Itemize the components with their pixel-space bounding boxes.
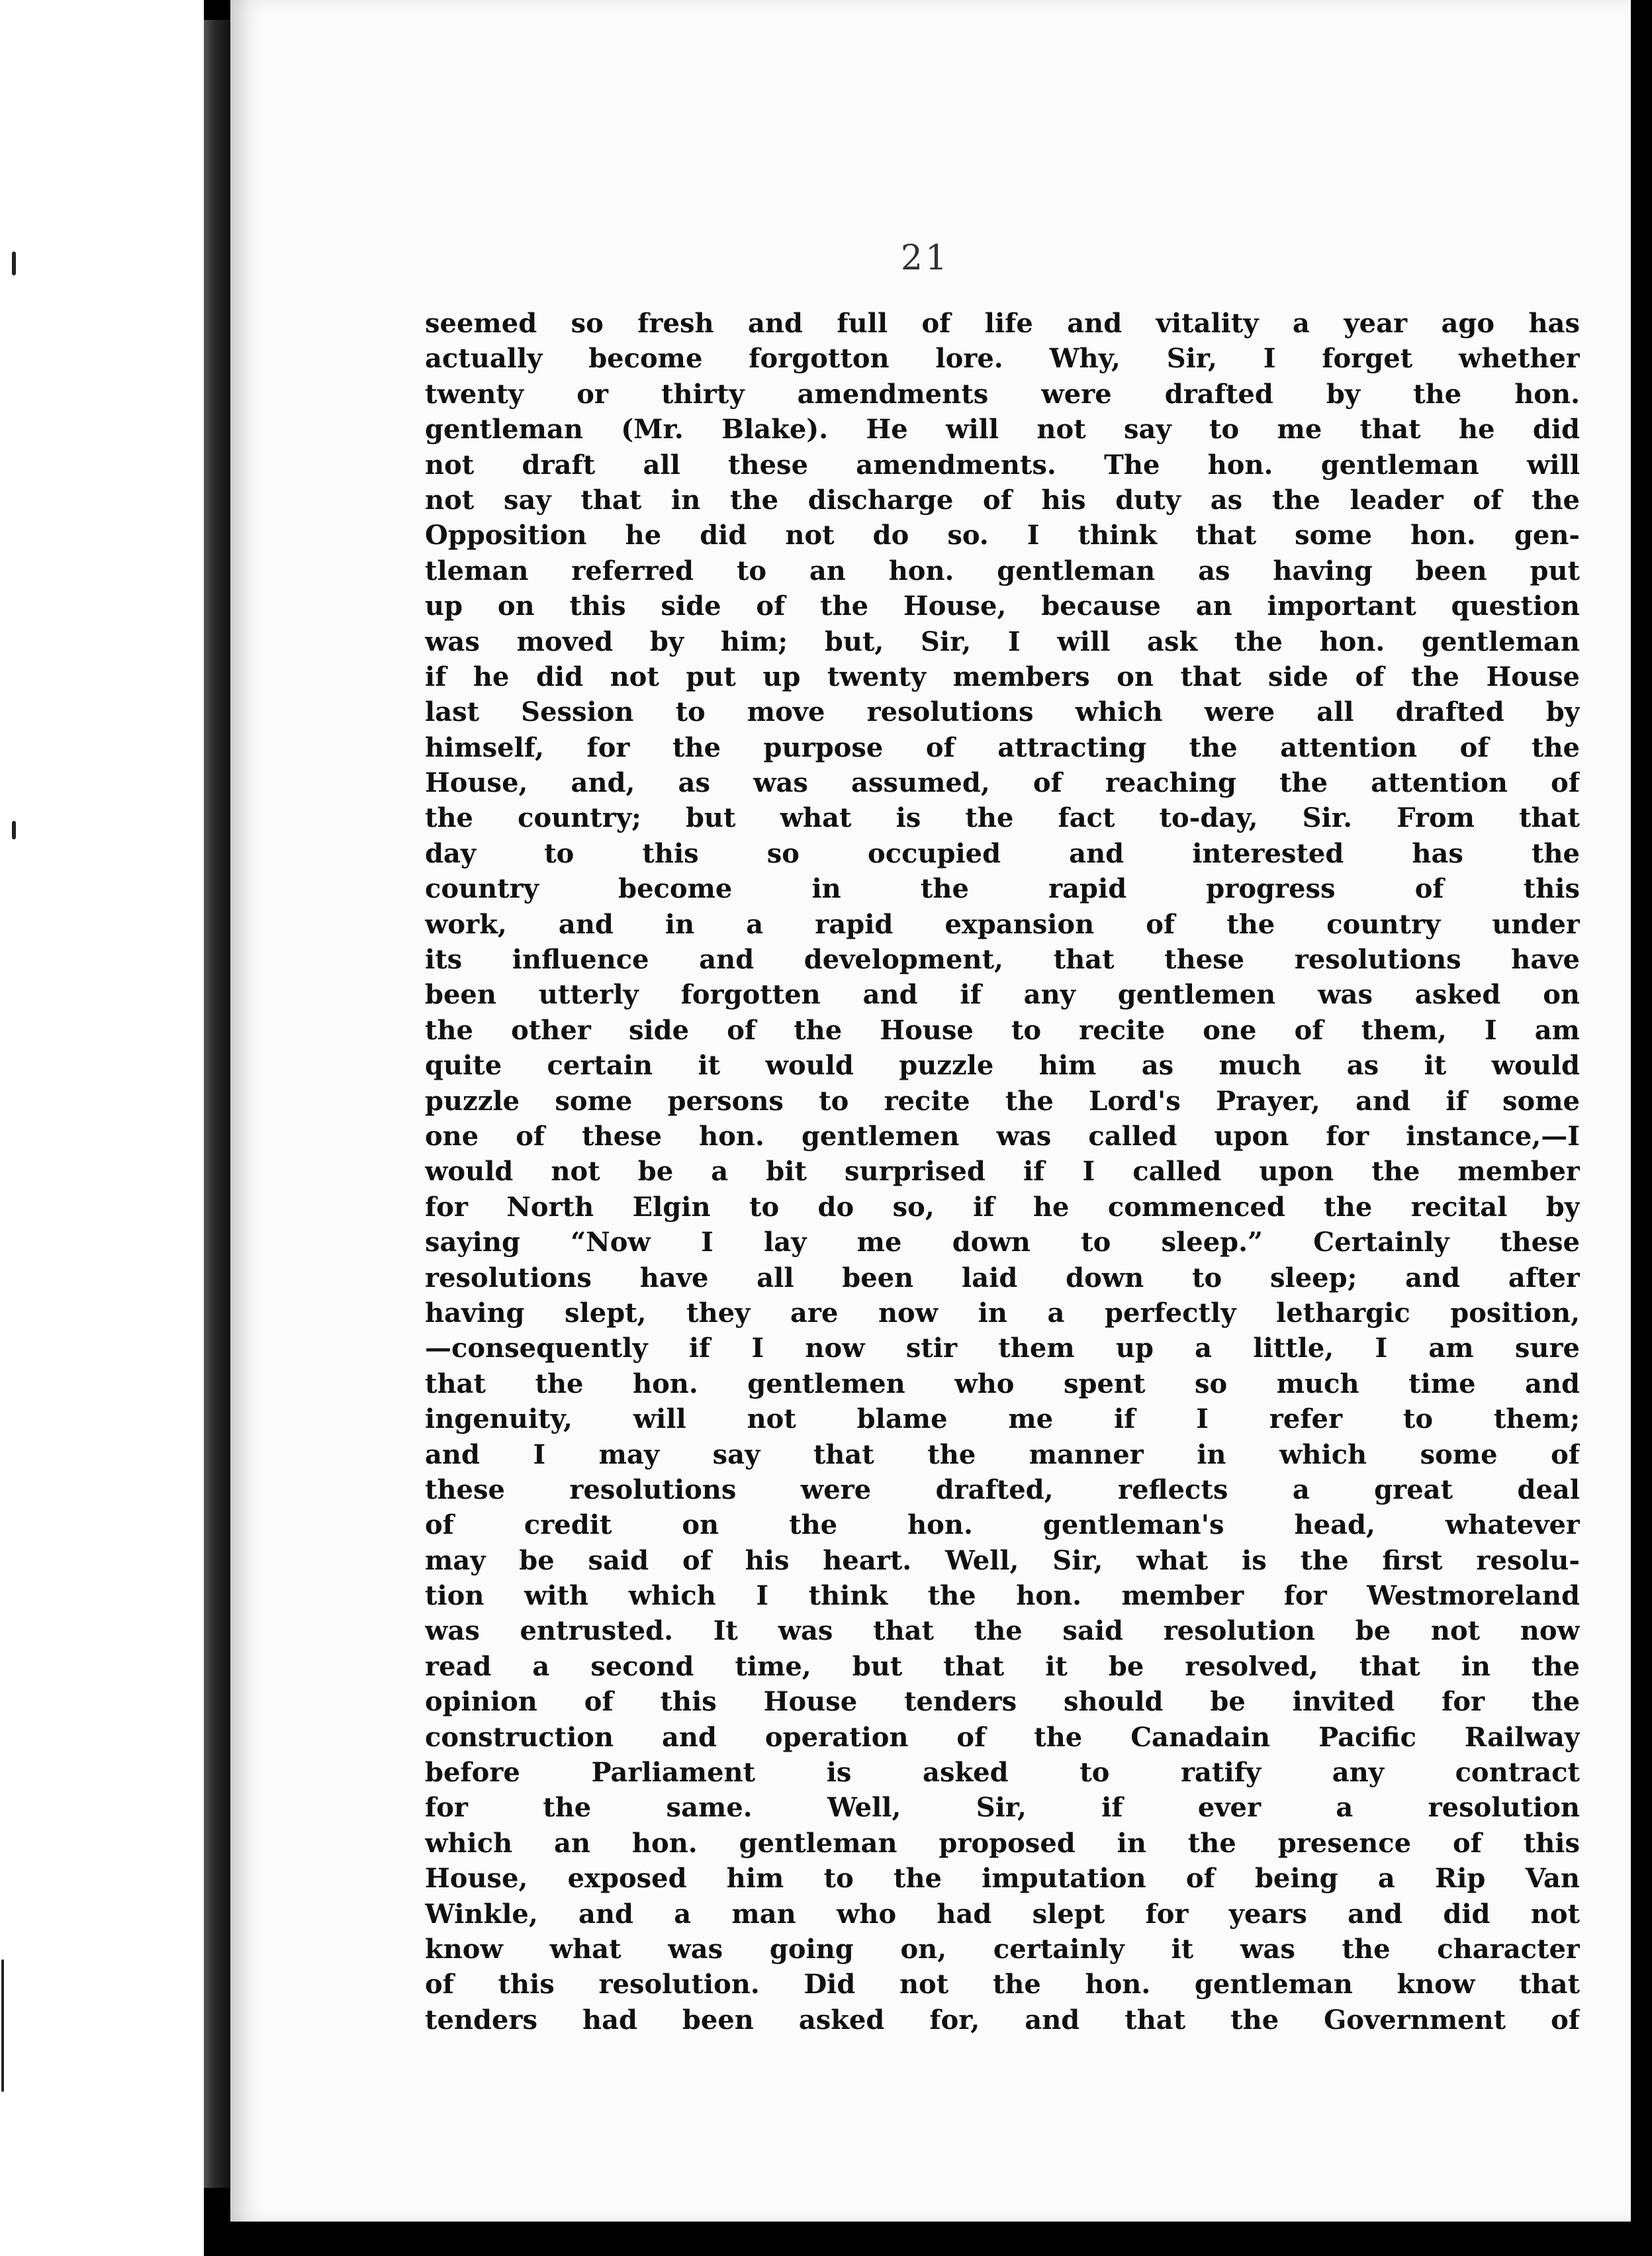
text-line: construction and operation of the Canadain Pacific Railway — [425, 1721, 1580, 1753]
text-line: the other side of the House to recite one of them, I am — [425, 1014, 1580, 1046]
text-line: one of these hon. gentlemen was called upon for instance,—I — [425, 1120, 1580, 1152]
text-line: read a second time, but that it be resolved, that in the — [425, 1650, 1580, 1682]
text-line: puzzle some persons to recite the Lord's Prayer, and if some — [425, 1085, 1580, 1117]
text-line: twenty or thirty amendments were drafted by the hon. — [425, 378, 1580, 410]
text-line: country become in the rapid progress of this — [425, 873, 1580, 905]
text-line: up on this side of the House, because an important question — [425, 590, 1580, 622]
text-line: know what was going on, certainly it was the character — [425, 1933, 1580, 1965]
gutter-mark — [12, 821, 16, 839]
text-line: which an hon. gentleman proposed in the presence of this — [425, 1827, 1580, 1859]
text-line: before Parliament is asked to ratify any contract — [425, 1757, 1580, 1789]
text-line: not draft all these amendments. The hon. gentleman will — [425, 449, 1580, 481]
text-line: of credit on the hon. gentleman's head, whatever — [425, 1509, 1580, 1541]
text-line: that the hon. gentlemen who spent so much time and — [425, 1368, 1580, 1399]
text-line: not say that in the discharge of his duty as the leader of the — [425, 484, 1580, 516]
text-line: actually become forgotton lore. Why, Sir, I forget whether — [425, 343, 1580, 375]
text-line: gentleman (Mr. Blake). He will not say to me that he did — [425, 414, 1580, 446]
text-line: having slept, they are now in a perfectly lethargic position, — [425, 1297, 1580, 1329]
body-text — [425, 306, 1580, 2060]
text-line: tion with which I think the hon. member for Westmoreland — [425, 1580, 1580, 1612]
text-line: tleman referred to an hon. gentleman as having been put — [425, 555, 1580, 587]
text-line: last Session to move resolutions which were all drafted by — [425, 696, 1580, 728]
text-line: of this resolution. Did not the hon. gentleman know that — [425, 1969, 1580, 2000]
book-page — [230, 0, 1631, 2222]
text-line: saying “Now I lay me down to sleep.” Certainly these — [425, 1227, 1580, 1258]
text-line: for North Elgin to do so, if he commenced the recital by — [425, 1191, 1580, 1223]
text-line: House, and, as was assumed, of reaching the attention of — [425, 767, 1580, 799]
text-line: was entrusted. It was that the said resolution be not now — [425, 1615, 1580, 1647]
gutter-mark — [1, 1959, 4, 2092]
text-line: Winkle, and a man who had slept for years and did not — [425, 1898, 1580, 1930]
book-spine — [204, 20, 230, 2188]
gutter-mark — [12, 252, 16, 275]
text-line: may be said of his heart. Well, Sir, what is the first resolu- — [425, 1544, 1580, 1576]
text-line: been utterly forgotten and if any gentlemen was asked on — [425, 979, 1580, 1011]
text-line: if he did not put up twenty members on that side of the House — [425, 661, 1580, 692]
text-line: House, exposed him to the imputation of being a Rip Van — [425, 1863, 1580, 1895]
text-line: resolutions have all been laid down to sleep; and after — [425, 1262, 1580, 1293]
previous-page-edge — [0, 0, 204, 2256]
text-line: for the same. Well, Sir, if ever a resolution — [425, 1792, 1580, 1824]
text-line: would not be a bit surprised if I called upon the member — [425, 1156, 1580, 1188]
text-line: these resolutions were drafted, reflects a great deal — [425, 1474, 1580, 1505]
text-line: opinion of this House tenders should be invited for the — [425, 1686, 1580, 1718]
text-line: and I may say that the manner in which some of — [425, 1438, 1580, 1470]
text-line: Opposition he did not do so. I think that some hon. gen- — [425, 520, 1580, 551]
text-line: day to this so occupied and interested has the — [425, 837, 1580, 869]
text-line: was moved by him; but, Sir, I will ask the hon. gentleman — [425, 626, 1580, 657]
text-line: work, and in a rapid expansion of the country under — [425, 908, 1580, 940]
text-line: quite certain it would puzzle him as much as it would — [425, 1050, 1580, 1082]
text-line: ingenuity, will not blame me if I refer to them; — [425, 1403, 1580, 1435]
text-line: tenders had been asked for, and that the Government of — [425, 2004, 1580, 2036]
page-number: 21 — [900, 238, 950, 278]
text-line: —consequently if I now stir them up a little, I am sure — [425, 1333, 1580, 1364]
text-line: its influence and development, that these resolutions have — [425, 944, 1580, 976]
text-line: himself, for the purpose of attracting the attention of the — [425, 731, 1580, 763]
text-line: seemed so fresh and full of life and vitality a year ago has — [425, 308, 1580, 339]
text-line: the country; but what is the fact to-day, Sir. From that — [425, 802, 1580, 834]
